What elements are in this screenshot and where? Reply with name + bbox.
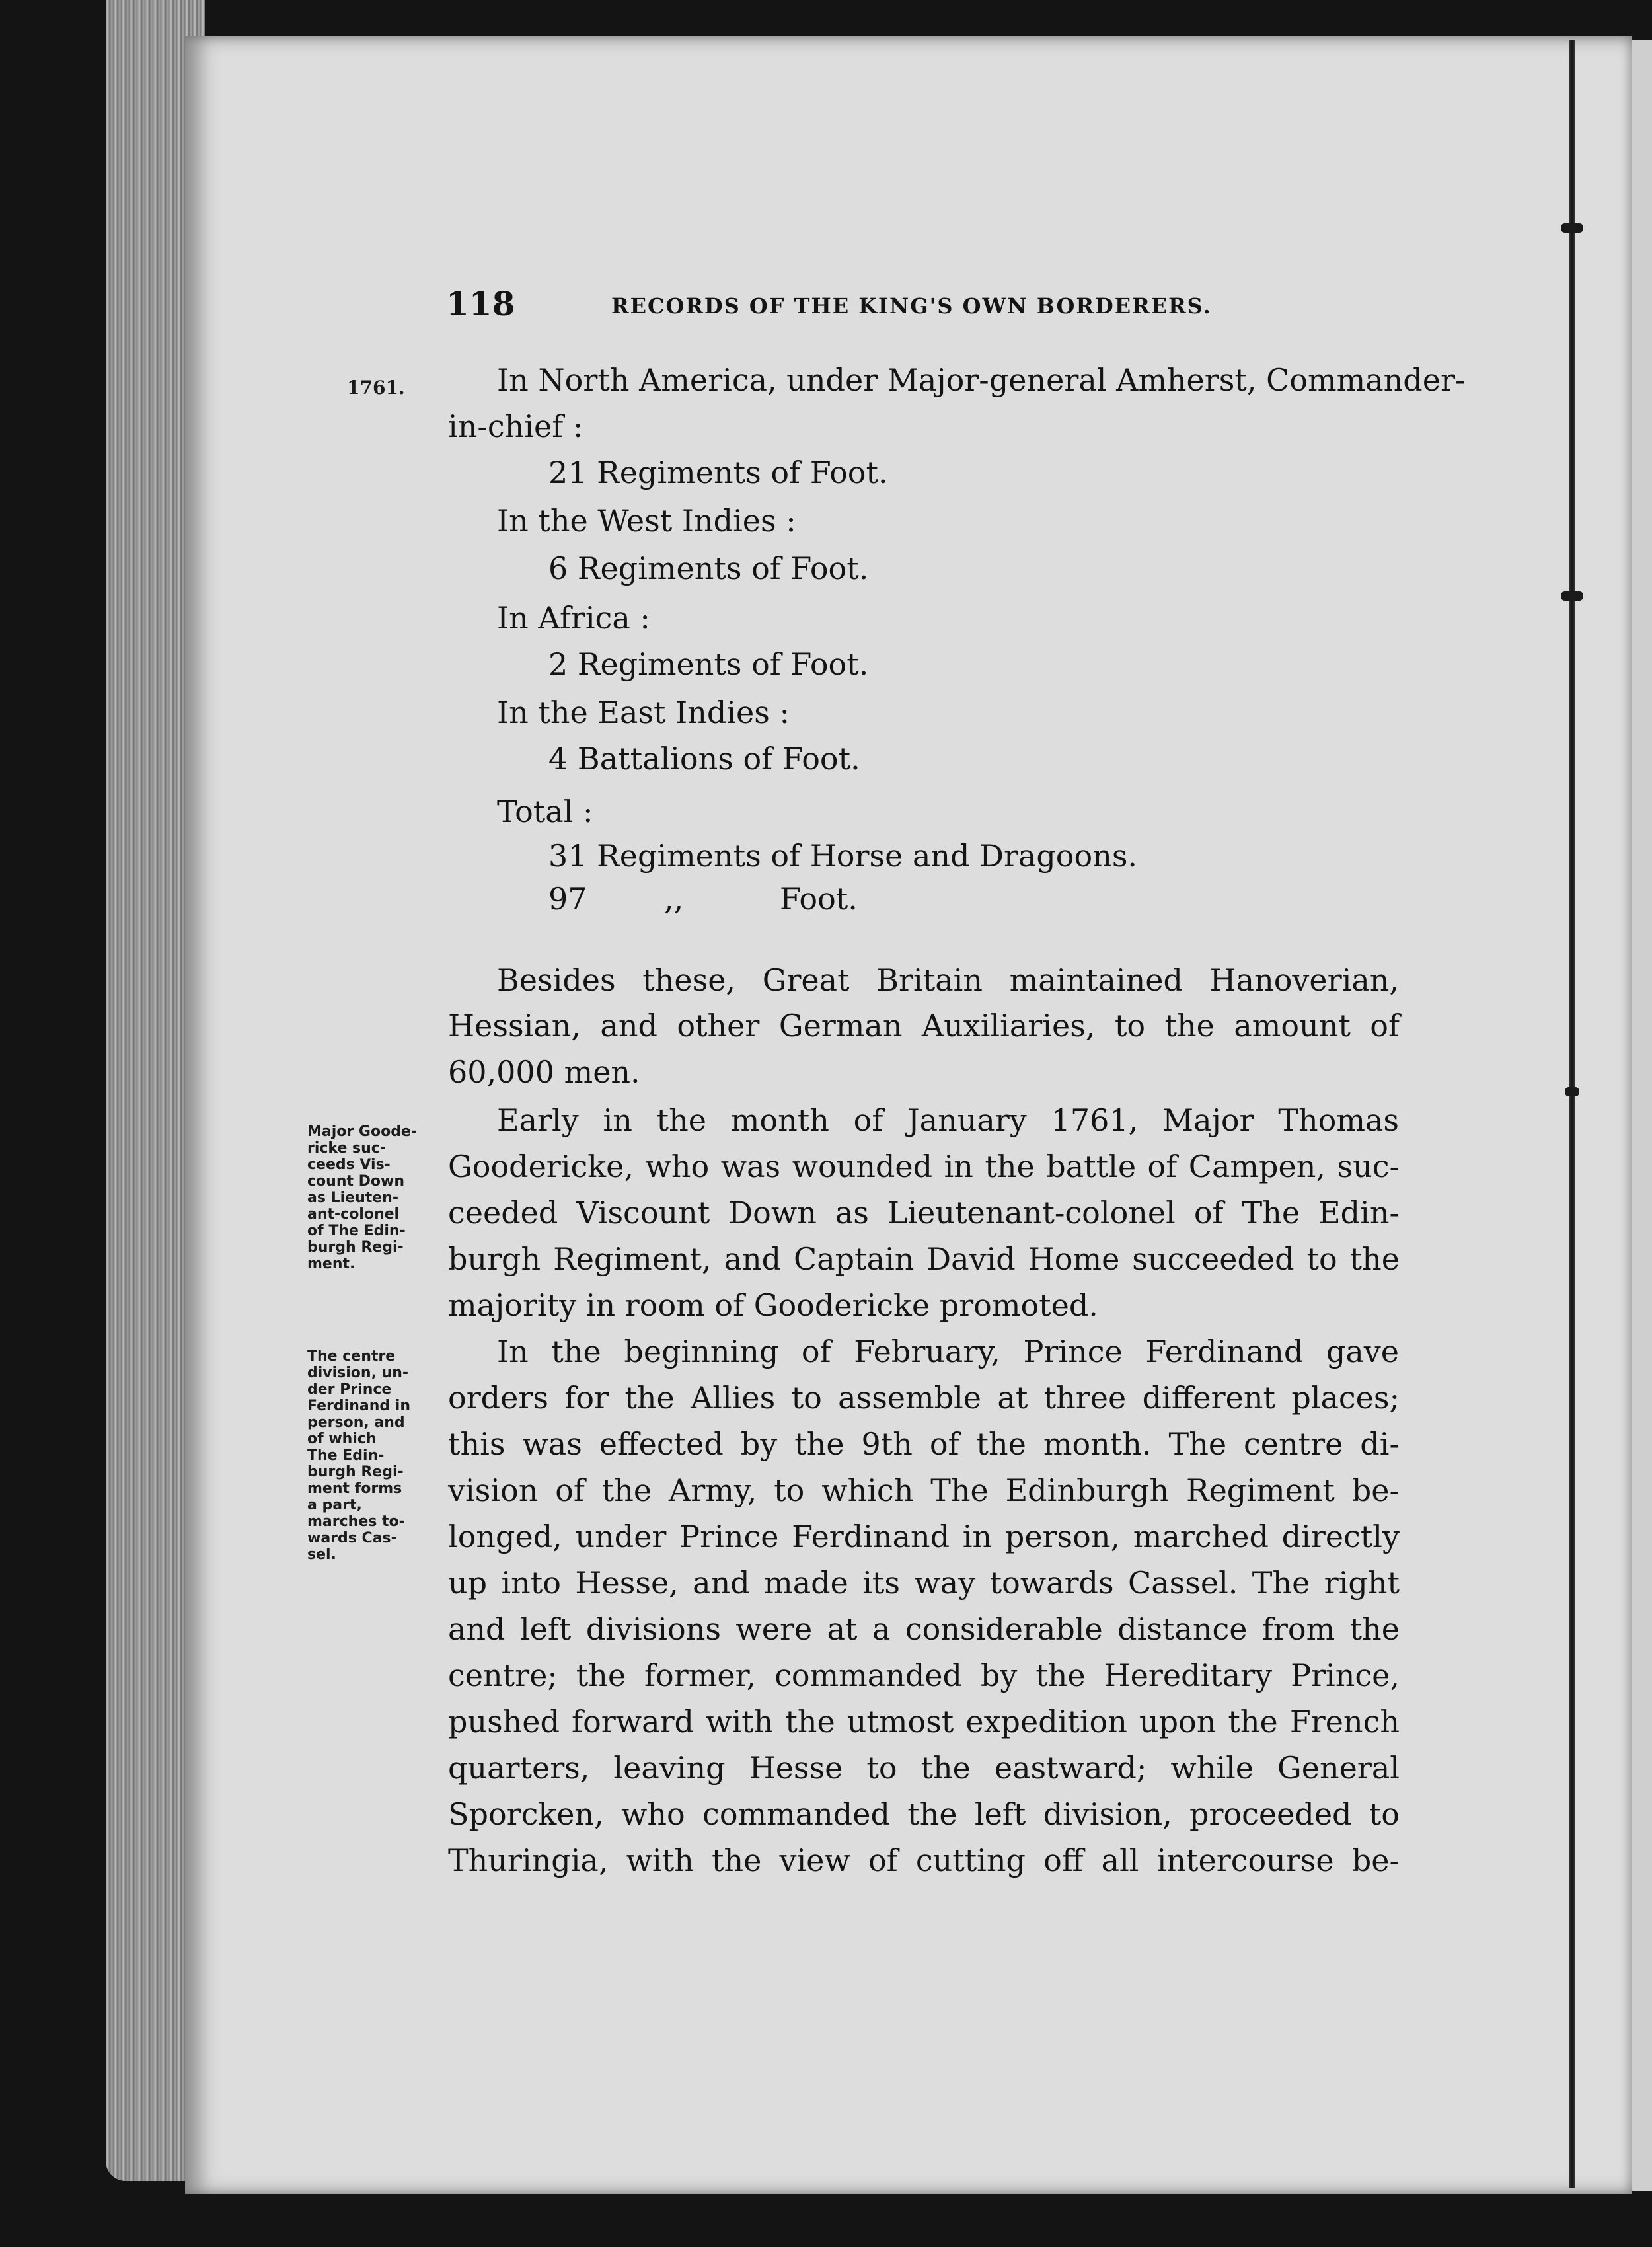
sidenote-line: of The Edin- — [307, 1223, 406, 1239]
text-line: Hessian, and other German Auxiliaries, to the amount of — [448, 1008, 1400, 1044]
text-line: Thuringia, with the view of cutting off all intercourse be- — [448, 1843, 1400, 1878]
text-line-number: 97 — [548, 881, 587, 917]
text-line: Early in the month of January 1761, Major Thomas — [497, 1102, 1399, 1138]
text-line: Besides these, Great Britain maintained Hanoverian, — [497, 962, 1399, 998]
sidenote-line: ceeds Vis- — [307, 1157, 391, 1173]
binding-knot — [1565, 1087, 1579, 1096]
text-line: and left divisions were at a considerable distance from the — [448, 1611, 1400, 1647]
text-line: quarters, leaving Hesse to the eastward; while General — [448, 1750, 1400, 1786]
text-line: 4 Battalions of Foot. — [548, 741, 860, 777]
next-page-strip — [1632, 40, 1652, 2191]
sidenote-line: The Edin- — [307, 1447, 385, 1464]
sidenote-centre-division — [307, 1348, 463, 1563]
sidenote-line: a part, — [307, 1497, 362, 1513]
text-line: 60,000 men. — [448, 1054, 640, 1090]
text-line: In the beginning of February, Prince Ferdinand gave — [497, 1334, 1399, 1369]
text-line: this was effected by the 9th of the month. The centre di- — [448, 1426, 1400, 1462]
sidenote-line: The centre — [307, 1348, 396, 1365]
text-line: up into Hesse, and made its way towards Cassel. The right — [448, 1565, 1400, 1601]
sidenote-line: as Lieuten- — [307, 1190, 398, 1206]
sidenote-line: sel. — [307, 1546, 336, 1563]
text-line: orders for the Allies to assemble at three different places; — [448, 1380, 1400, 1416]
sidenote-line: burgh Regi- — [307, 1239, 404, 1256]
sidenote-line: ment. — [307, 1256, 356, 1272]
binding-knot — [1561, 223, 1583, 233]
text-line: vision of the Army, to which The Edinburgh Regiment be- — [448, 1472, 1400, 1508]
text-line: In the West Indies : — [497, 503, 796, 539]
text-line: 21 Regiments of Foot. — [548, 455, 888, 490]
text-line: Goodericke, who was wounded in the battle of Campen, suc- — [448, 1149, 1400, 1184]
ditto-mark: ,, — [664, 881, 684, 917]
text-line: 31 Regiments of Horse and Dragoons. — [548, 838, 1138, 874]
sidenote-goodericke — [307, 1124, 463, 1272]
sidenote-line: division, un- — [307, 1365, 409, 1381]
text-line: burgh Regiment, and Captain David Home succeeded to the — [448, 1241, 1400, 1277]
binding-cord — [1569, 40, 1575, 2188]
text-line: longed, under Prince Ferdinand in person, marched directly — [448, 1519, 1400, 1554]
text-line: Total : — [497, 794, 593, 829]
sidenote-line: Major Goode- — [307, 1124, 417, 1140]
sidenote-line: person, and — [307, 1414, 405, 1431]
sidenote-line: ment forms — [307, 1480, 402, 1497]
sidenote-line: Ferdinand in — [307, 1398, 410, 1414]
text-line: 6 Regiments of Foot. — [548, 551, 869, 586]
sidenote-line: der Prince — [307, 1381, 392, 1398]
text-line: 2 Regiments of Foot. — [548, 646, 869, 682]
sidenote-line: of which — [307, 1431, 377, 1447]
text-line: pushed forward with the utmost expedition upon the French — [448, 1704, 1400, 1739]
sidenote-line: ricke suc- — [307, 1140, 386, 1157]
running-title: RECORDS OF THE KING'S OWN BORDERERS. — [611, 293, 1212, 319]
text-line: in-chief : — [448, 408, 583, 444]
text-line: majority in room of Goodericke promoted. — [448, 1287, 1098, 1323]
text-line: In North America, under Major-general Amherst, Commander- — [497, 362, 1466, 398]
sidenote-line: burgh Regi- — [307, 1464, 404, 1480]
page-header — [446, 284, 1239, 337]
text-line: Foot. — [780, 881, 858, 917]
binding-knot — [1561, 591, 1583, 601]
margin-year: 1761. — [347, 377, 405, 399]
text-line: centre; the former, commanded by the Hereditary Prince, — [448, 1657, 1400, 1693]
sidenote-line: marches to- — [307, 1513, 405, 1530]
text-line: Sporcken, who commanded the left division, proceeded to — [448, 1796, 1400, 1832]
sidenote-line: wards Cas- — [307, 1530, 397, 1546]
sidenote-line: count Down — [307, 1173, 405, 1190]
page-number: 118 — [446, 284, 515, 323]
sidenote-line: ant-colonel — [307, 1206, 400, 1223]
text-line: In Africa : — [497, 600, 650, 636]
text-line: In the East Indies : — [497, 695, 790, 730]
text-line: ceeded Viscount Down as Lieutenant-colonel of The Edin- — [448, 1195, 1400, 1231]
